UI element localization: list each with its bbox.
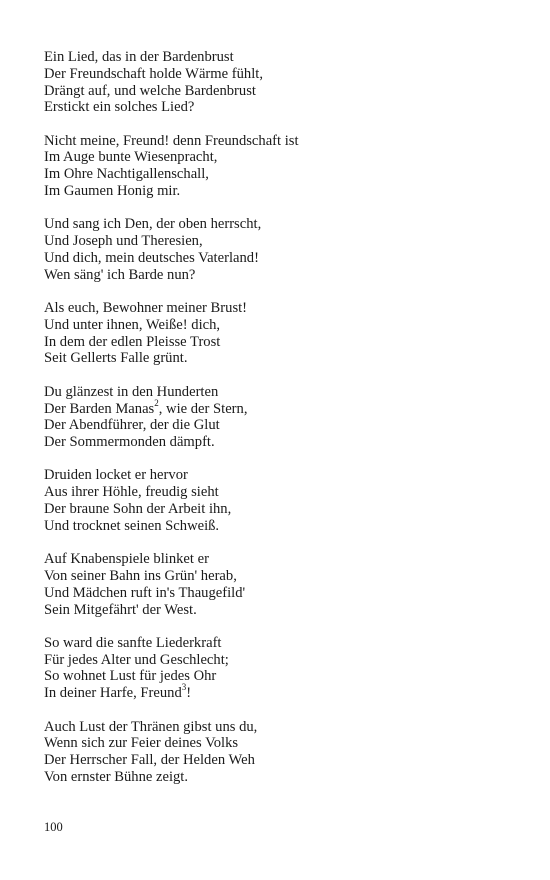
verse-line [44,518,514,535]
verse-line-text: Als euch, Bewohner meiner Brust! [44,300,248,317]
verse-line [44,467,514,484]
page-number: 100 [44,820,63,834]
verse-line [44,719,514,736]
verse-line-text: Und unter ihnen, Weiße! dich, [44,316,221,333]
verse-line-text: Der Sommermonden dämpft. [44,434,215,451]
verse-line-text: Nicht meine, Freund! denn Freundschaft ist [44,132,299,149]
verse-line [44,267,514,284]
verse-line [44,49,514,66]
verse-line-text: Ein Lied, das in der Bardenbrust [44,49,234,65]
verse-line [44,149,514,166]
verse-line-text: So wohnet Lust für jedes Ohr [44,668,217,685]
verse-line-text: Und dich, mein deutsches Vaterland! [44,249,259,266]
stanza [44,719,514,786]
stanza [44,133,514,200]
verse-line-text: Und trocknet seinen Schweiß. [44,517,220,534]
verse-line-text: Der Herrscher Fall, der Helden Weh [44,752,255,769]
verse-line [44,166,514,183]
verse-line [44,668,514,685]
verse-line [44,99,514,116]
verse-line [44,384,514,401]
verse-line-text: Und sang ich Den, der oben herrscht, [44,216,262,233]
verse-line [44,183,514,200]
footnote-marker: 2 [154,397,159,408]
verse-line [44,83,514,100]
verse-line [44,397,514,418]
verse-line-text: Im Gaumen Honig mir. [44,183,181,200]
stanza [44,300,514,367]
verse-line-text-continued: ! [186,685,192,702]
verse-line [44,66,514,83]
verse-line-text: Sein Mitgefährt' der West. [44,601,197,618]
verse-line [44,350,514,367]
stanza [44,635,514,702]
verse-line-text: Im Auge bunte Wiesenpracht, [44,149,218,166]
verse-line [44,635,514,652]
stanza [44,467,514,534]
verse-line [44,769,514,786]
verse-line-text: Auch Lust der Thränen gibst uns du, [44,718,258,735]
verse-line [44,233,514,250]
verse-line [44,250,514,267]
verse-line-text: Drängt auf, und welche Bardenbrust [44,82,256,99]
verse-line [44,551,514,568]
verse-line-text: Der Barden Manas [44,400,155,417]
verse-line [44,682,514,702]
verse-line-text: Druiden locket er hervor [44,467,188,484]
verse-line [44,501,514,518]
verse-line [44,484,514,501]
verse-line-text: Der Freundschaft holde Wärme fühlt, [44,65,263,82]
verse-line-text: Wenn sich zur Feier deines Volks [44,735,239,752]
verse-line-text: Im Ohre Nachtigallenschall, [44,166,209,183]
verse-line-text: Erstickt ein solches Lied? [44,99,195,116]
verse-line [44,585,514,602]
stanza [44,384,514,451]
verse-line-text: Für jedes Alter und Geschlecht; [44,651,229,668]
verse-line [44,434,514,451]
poem-text [44,49,514,802]
verse-line [44,300,514,317]
verse-line [44,216,514,233]
verse-line-text: In dem der edlen Pleisse Trost [44,333,221,350]
verse-line-text: Du glänzest in den Hunderten [44,383,219,400]
verse-line-text: Seit Gellerts Falle grünt. [44,350,188,367]
stanza [44,49,514,116]
verse-line-text: Von ernster Bühne zeigt. [44,768,189,785]
verse-line-text: Von seiner Bahn ins Grün' herab, [44,567,237,584]
verse-line [44,752,514,769]
verse-line [44,334,514,351]
stanza [44,551,514,618]
verse-line [44,317,514,334]
verse-line [44,133,514,150]
verse-line-text: Der Abendführer, der die Glut [44,417,220,434]
verse-line [44,602,514,619]
verse-line-text: Wen säng' ich Barde nun? [44,266,196,283]
verse-line-text: In deiner Harfe, Freund [44,685,182,702]
stanza [44,216,514,283]
verse-line-text: Und Joseph und Theresien, [44,233,203,250]
footnote-marker: 3 [181,682,187,693]
verse-line-text: Und Mädchen ruft in's Thaugefild' [44,584,246,601]
verse-line [44,735,514,752]
verse-line [44,652,514,669]
verse-line [44,568,514,585]
verse-line-text: So ward die sanfte Liederkraft [44,634,222,651]
verse-line-text-continued: , wie der Stern, [158,400,248,417]
verse-line-text: Der braune Sohn der Arbeit ihn, [44,501,232,518]
verse-line-text: Aus ihrer Höhle, freudig sieht [44,484,219,501]
verse-line [44,417,514,434]
verse-line-text: Auf Knabenspiele blinket er [44,551,209,568]
